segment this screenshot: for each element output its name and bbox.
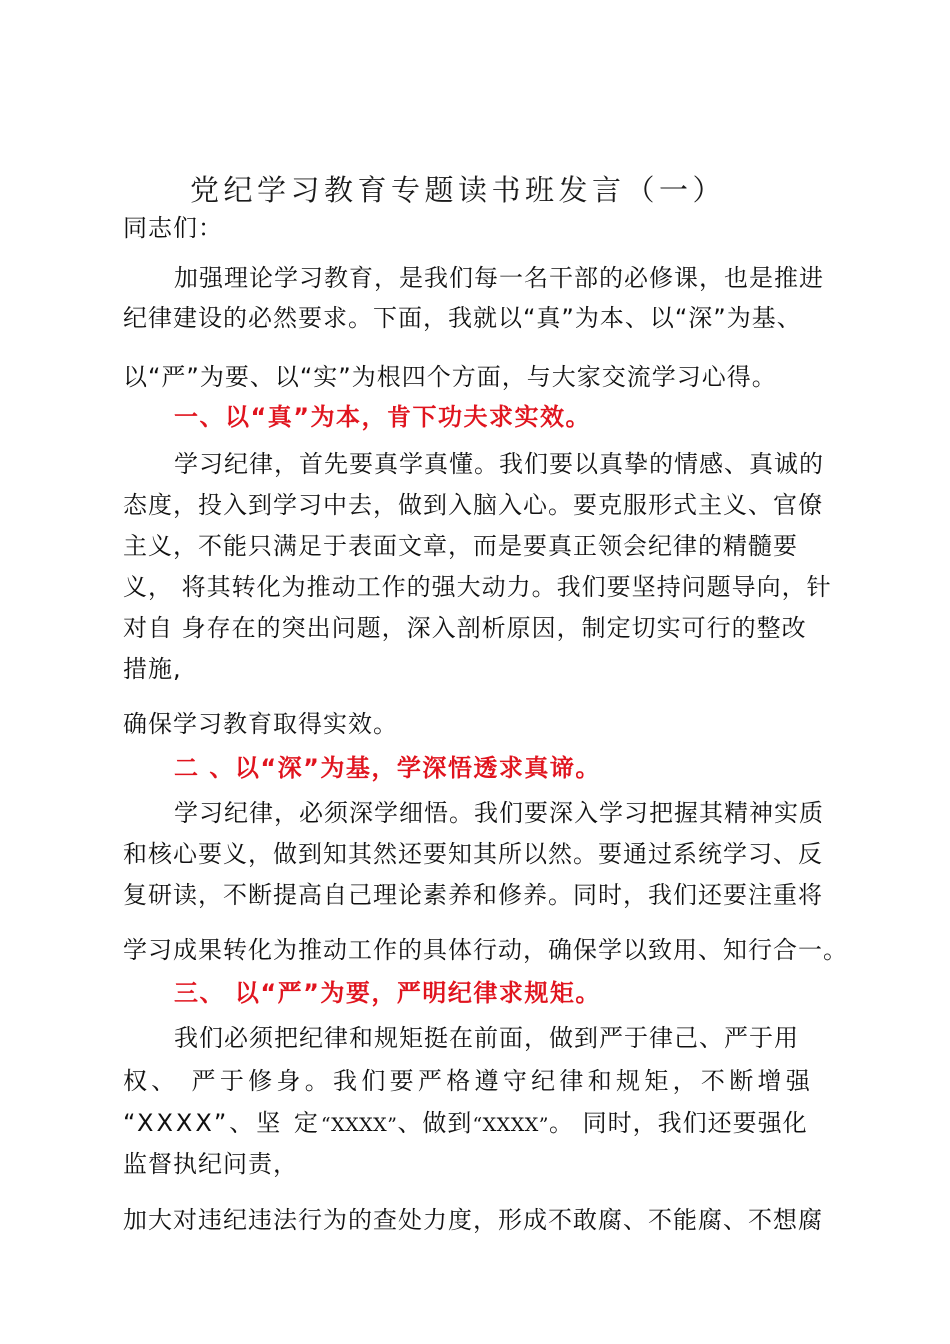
intro-line-3: 以“严”为要、以“实”为根四个方面，与大家交流学习心得。 (123, 363, 777, 391)
intro-line-2: 纪律建设的必然要求。下面，我就以“真”为本、以“深”为基、 (123, 304, 802, 332)
section-2-line-2: 和核心要义，做到知其然还要知其所以然。要通过系统学习、反 (123, 840, 823, 868)
line-3-part-a: “XXXX”、坚 定 (123, 1109, 321, 1137)
section-1-line-7: 确保学习教育取得实效。 (123, 710, 398, 738)
line-3-part-d: “XXXX” (472, 1114, 549, 1136)
section-1-line-3: 主义，不能只满足于表面文章，而是要真正领会纪律的精髓要 (123, 532, 798, 560)
section-3-line-2: 权、 严于修身。我们要严格遵守纪律和规矩，不断增强 (123, 1067, 815, 1095)
section-3-line-1: 我们必须把纪律和规矩挺在前面，做到严于律己、严于用 (174, 1024, 799, 1052)
salutation: 同志们： (123, 214, 223, 242)
section-1-line-4: 义， 将其转化为推动工作的强大动力。我们要坚持问题导向，针 (123, 573, 832, 601)
section-2-line-3: 复研读，不断提高自己理论素养和修养。同时，我们还要注重将 (123, 881, 823, 909)
section-1-line-6: 措施, (123, 655, 182, 683)
section-3-line-4: 监督执纪问责， (123, 1150, 298, 1178)
section-3-heading: 三、 以“严”为要，严明纪律求规矩。 (174, 979, 601, 1007)
section-2-line-4: 学习成果转化为推动工作的具体行动，确保学以致用、知行合一。 (123, 936, 848, 964)
line-3-part-e: 。 同时，我们还要强化 (548, 1109, 808, 1137)
section-1-heading: 一、以“真”为本，肯下功夫求实效。 (174, 403, 592, 431)
section-3-line-3 (123, 1108, 808, 1140)
document-title: 党纪学习教育专题读书班发言（一） (190, 173, 727, 207)
line-3-part-b: “XXXX” (320, 1114, 398, 1136)
section-3-line-5: 加大对违纪违法行为的查处力度，形成不敢腐、不能腐、不想腐 (123, 1206, 823, 1234)
section-1-line-1: 学习纪律，首先要真学真懂。我们要以真挚的情感、真诚的 (174, 450, 824, 478)
section-2-heading: 二 、以“深”为基，学深悟透求真谛。 (174, 754, 601, 782)
line-3-part-c: 、做到 (397, 1109, 473, 1137)
section-2-line-1: 学习纪律，必须深学细悟。我们要深入学习把握其精神实质 (174, 799, 824, 827)
section-1-line-5: 对自 身存在的突出问题，深入剖析原因，制定切实可行的整改 (123, 614, 807, 642)
intro-line-1: 加强理论学习教育，是我们每一名干部的必修课，也是推进 (174, 264, 824, 292)
section-1-line-2: 态度，投入到学习中去，做到入脑入心。要克服形式主义、官僚 (123, 491, 823, 519)
